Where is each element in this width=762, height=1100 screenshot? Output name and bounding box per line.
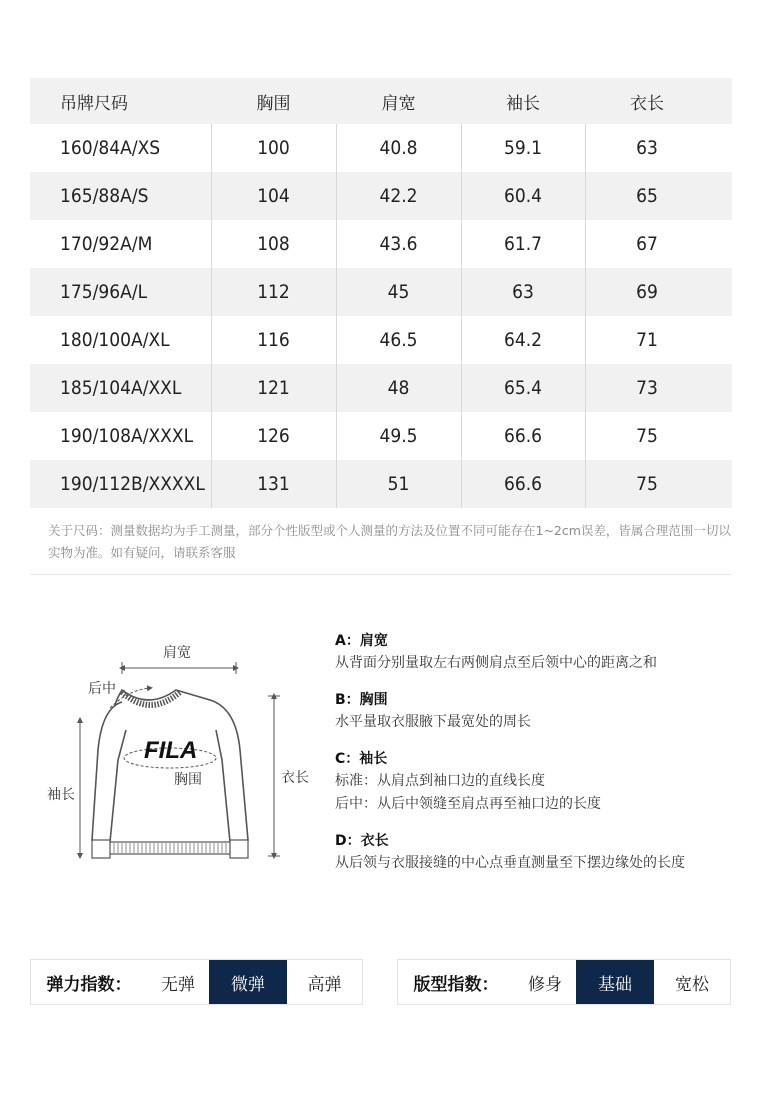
definition-item bbox=[335, 830, 735, 875]
table-cell: 64.2 bbox=[503, 329, 543, 351]
table-cell: 100 bbox=[257, 137, 290, 159]
fit-option-regular[interactable]: 基础 bbox=[576, 960, 654, 1004]
table-row bbox=[30, 172, 732, 220]
label-sleeve: 袖长 bbox=[47, 787, 75, 803]
fit-index bbox=[397, 959, 731, 1005]
table-cell: 65.4 bbox=[503, 377, 543, 399]
table-cell: 104 bbox=[257, 185, 290, 207]
label-shoulder: 肩宽 bbox=[163, 645, 191, 661]
table-cell: 160/84A/XS bbox=[60, 137, 161, 159]
table-cell: 40.8 bbox=[379, 137, 418, 159]
table-cell: 108 bbox=[257, 233, 290, 255]
table-cell: 67 bbox=[636, 233, 658, 255]
sweatshirt-illustration bbox=[40, 630, 330, 890]
table-cell: 175/96A/L bbox=[60, 281, 148, 303]
table-cell: 112 bbox=[257, 281, 290, 303]
header-shoulder: 肩宽 bbox=[381, 93, 416, 114]
table-cell: 116 bbox=[257, 329, 290, 351]
size-table bbox=[30, 78, 732, 508]
table-body bbox=[30, 124, 732, 508]
header-chest: 胸围 bbox=[256, 93, 291, 114]
definition-title: B：胸围 bbox=[335, 692, 388, 708]
table-row bbox=[30, 364, 732, 412]
table-cell: 190/112B/XXXXL bbox=[60, 473, 205, 495]
column-divider bbox=[336, 124, 337, 508]
elasticity-option-high[interactable]: 高弹 bbox=[307, 974, 342, 995]
table-cell: 71 bbox=[636, 329, 658, 351]
header-sleeve: 袖长 bbox=[506, 93, 540, 114]
table-cell: 60.4 bbox=[503, 185, 543, 207]
size-note: 关于尺码：测量数据均为手工测量，部分个性版型或个人测量的方法及位置不同可能存在1~2cm误差，皆属合理范围一切以实物为准。如有疑问，请联系客服 bbox=[48, 523, 731, 560]
table-cell: 51 bbox=[387, 473, 410, 495]
table-cell: 45 bbox=[387, 281, 410, 303]
definition-item bbox=[335, 748, 735, 816]
elasticity-option-slight[interactable]: 微弹 bbox=[209, 960, 287, 1004]
table-cell: 185/104A/XXL bbox=[60, 377, 182, 399]
table-cell: 190/108A/XXXL bbox=[60, 425, 194, 447]
table-cell: 63 bbox=[512, 281, 534, 303]
table-cell: 61.7 bbox=[503, 233, 543, 255]
definition-text: 从背面分别量取左右两侧肩点至后领中心的距离之和 bbox=[335, 655, 657, 671]
table-row bbox=[30, 460, 732, 508]
brand-logo: FILA bbox=[144, 737, 198, 764]
table-row bbox=[30, 268, 732, 316]
column-divider bbox=[585, 124, 586, 508]
column-divider bbox=[211, 124, 212, 508]
table-cell: 180/100A/XL bbox=[60, 329, 170, 351]
column-divider bbox=[461, 124, 462, 508]
table-cell: 48 bbox=[387, 377, 410, 399]
table-header bbox=[30, 78, 732, 124]
header-length: 衣长 bbox=[630, 93, 664, 114]
table-row bbox=[30, 316, 732, 364]
table-cell: 126 bbox=[257, 425, 290, 447]
table-cell: 121 bbox=[257, 377, 290, 399]
fit-option-loose[interactable]: 宽松 bbox=[675, 974, 709, 995]
measurement-definitions bbox=[335, 630, 735, 889]
definition-item bbox=[335, 630, 735, 675]
table-cell: 131 bbox=[257, 473, 290, 495]
table-cell: 43.6 bbox=[379, 233, 418, 255]
table-cell: 59.1 bbox=[503, 137, 543, 159]
header-size: 吊牌尺码 bbox=[60, 93, 128, 114]
table-cell: 66.6 bbox=[503, 473, 543, 495]
definition-text: 水平量取衣服腋下最宽处的周长 bbox=[335, 714, 531, 730]
table-cell: 165/88A/S bbox=[60, 185, 149, 207]
table-cell: 46.5 bbox=[379, 329, 418, 351]
definition-text: 后中：从后中领缝至肩点再至袖口边的长度 bbox=[335, 796, 601, 812]
label-length: 衣长 bbox=[281, 770, 309, 786]
table-cell: 69 bbox=[636, 281, 658, 303]
table-row bbox=[30, 220, 732, 268]
definition-title: A：肩宽 bbox=[335, 633, 388, 649]
table-row bbox=[30, 124, 732, 172]
elasticity-label: 弹力指数： bbox=[46, 974, 132, 995]
section-divider bbox=[30, 574, 732, 575]
table-cell: 66.6 bbox=[503, 425, 543, 447]
definition-item bbox=[335, 689, 735, 734]
definition-title: D：衣长 bbox=[335, 833, 389, 849]
label-back-center: 后中 bbox=[88, 681, 116, 697]
table-cell: 170/92A/M bbox=[60, 233, 153, 255]
elasticity-index bbox=[30, 959, 363, 1005]
definition-title: C：袖长 bbox=[335, 751, 388, 767]
measurement-diagram bbox=[40, 630, 330, 890]
table-cell: 65 bbox=[636, 185, 658, 207]
table-row bbox=[30, 412, 732, 460]
table-cell: 49.5 bbox=[379, 425, 418, 447]
definition-text: 标准：从肩点到袖口边的直线长度 bbox=[335, 773, 545, 789]
table-cell: 75 bbox=[636, 425, 658, 447]
definition-text: 从后领与衣服接缝的中心点垂直测量至下摆边缘处的长度 bbox=[335, 855, 685, 871]
table-cell: 42.2 bbox=[379, 185, 418, 207]
table-cell: 75 bbox=[636, 473, 658, 495]
elasticity-option-none[interactable]: 无弹 bbox=[161, 974, 195, 995]
table-cell: 73 bbox=[636, 377, 658, 399]
fit-label: 版型指数： bbox=[413, 974, 499, 995]
table-cell: 63 bbox=[636, 137, 658, 159]
fit-option-slim[interactable]: 修身 bbox=[528, 974, 562, 995]
label-chest: 胸围 bbox=[174, 772, 202, 788]
